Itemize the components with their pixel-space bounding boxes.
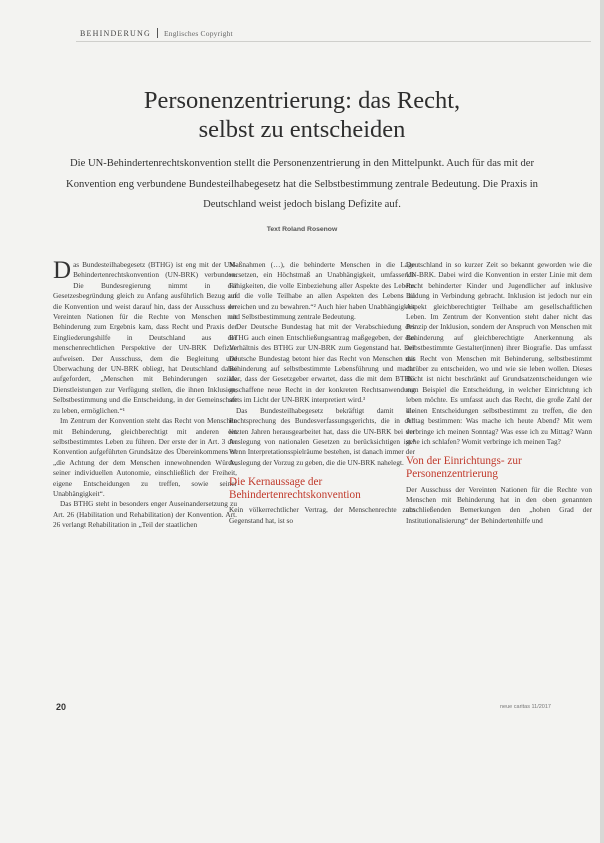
- title-line-1: Personenzentrierung: das Recht,: [143, 87, 461, 114]
- paragraph: Das Bundesteilhabegesetz bekräftigt damit die Rechtsprechung des Bundesverfassungsgerichts, die in den letzten Jahren herausgearbeitet hat, dass die UN-BRK bei der Auslegung von nationalen Gesetzen zu berücksichtigen ist.⁴ Wenn Interpretationsspielräume bestehen, ist danach immer der Auslegung der Vorzug zu geben, die die UN-BRK nahelegt.: [229, 405, 415, 467]
- paragraph: Kein völkerrechtlicher Vertrag, der Menschenrechte zum Gegenstand hat, ist so: [229, 505, 415, 525]
- paragraph: Der Ausschuss der Vereinten Nationen für die Rechte von Menschen mit Behinderung hat in den oben genannten abschließenden Bemerkungen den „hohen Grad der Institutionalisierung“ der Behindertenhilfe und: [406, 484, 592, 525]
- article-title: [60, 86, 544, 144]
- paragraph: Im Zentrum der Konvention steht das Recht von Menschen mit Behinderung, gleichberechtigt mit anderen ein selbstbestimmtes Leben zu führen. Der erste der in Art. 3 der Konvention aufgeführten Grundsätze des Übereinkommens ist „die Achtung der dem Menschen innewohnenden Würde, seiner individuellen Autonomie, einschließlich der Freiheit, eigene Entscheidungen zu treffen, sowie seiner Unabhängigkeit“.: [53, 416, 237, 498]
- page-edge-shadow: [600, 0, 604, 843]
- article-author: Text Roland Rosenow: [266, 226, 338, 233]
- paragraph: Deutschland in so kurzer Zeit so bekannt geworden wie die UN-BRK. Dabei wird die Konvention in erster Linie mit dem Recht behinderter Kinder und Jugendlicher auf inklusive Bildung in Verbindung gebracht. Inklusion ist jedoch nur ein Aspekt gleichberechtigter Teilhabe am gesellschaftlichen Leben. Im Zentrum der Konvention steht daher nicht das Prinzip der Inklusion, sondern der Anspruch von Menschen mit Behinderung auf gleichberechtigte Anerkennung als selbstbestimmte Gestalter(innen) ihrer Biografie. Das umfasst das Recht von Menschen mit Behinderung, selbstbestimmt darüber zu entscheiden, wo und wie sie leben wollen. Dieses Recht ist nicht beschränkt auf Grundsatzentscheidungen wie zum Beispiel die Entscheidung, in welcher Einrichtung ich leben möchte. Es umfasst auch das Recht, die große Zahl der kleinen Entscheidungen selbstbestimmt zu treffen, die den Alltag bestimmen: Was mache ich heute Abend? Mit wem verbringe ich meinen Sonntag? Was esse ich zu Mittag? Wann gehe ich schlafen? Womit verbringe ich meinen Tag?: [406, 260, 592, 446]
- title-line-2: selbst zu entscheiden: [198, 116, 406, 143]
- paragraph: Der Deutsche Bundestag hat mit der Verabschiedung des BTHG auch einen Entschließungsantrag maßgegeben, der das Verhältnis des BTHG zur UN-BRK zum Gegenstand hat. Der Deutsche Bundestag betont hier das Recht von Menschen mit Behinderung auf selbstbestimmte Lebensführung und macht klar, dass der Gesetzgeber erwartet, dass die mit dem BTHG geschaffene neue Recht in der konkreten Rechtsanwendung stets im Licht der UN-BRK interpretiert wird.³: [229, 322, 415, 405]
- paragraph: Das BTHG steht in besonders enger Auseinandersetzung zu Art. 26 (Habilitation und Rehabilitation) der Konvention. Art. 26 verlangt Rehabilitation in „Teil der staatlichen: [53, 499, 237, 530]
- paragraph: Maßnahmen (…), die behinderte Menschen in die Lage versetzen, ein Höchstmaß an Unabhängigkeit, umfassende Fähigkeiten, die volle Einbeziehung aller Aspekte des Lebens und die volle Teilhabe an allen Aspekten des Lebens zu erreichen und zu bewahren.“² Auch hier haben Unabhängigkeit und Selbstbestimmung zentrale Bedeutung.: [229, 260, 415, 322]
- page-header: [80, 26, 233, 40]
- header-divider: [157, 28, 158, 38]
- article-lead: Die UN-Behindertenrechtskonvention stellt die Personenzentrierung in den Mittelpunkt. Auch für das mit der Konvention eng verbundene Bundesteilhabegesetz hat die Selbstbestimmung zentrale Bedeutung. Die Praxis in Deutschland weist jedoch bislang Defizite auf.: [66, 158, 538, 210]
- text-column-3: [406, 260, 592, 680]
- text-column-1: [53, 260, 237, 680]
- header-rule: [76, 41, 591, 42]
- paragraph: [53, 260, 237, 416]
- publication-info: neue caritas 11/2017: [500, 704, 551, 710]
- section-rubric: BEHINDERUNG: [80, 28, 151, 38]
- drop-cap: D: [53, 260, 72, 284]
- subheading: Von der Einrichtungs- zur Personenzentrierung: [406, 455, 522, 480]
- section-subline: Englisches Copyright: [163, 28, 233, 38]
- paragraph-text: as Bundesteilhabegesetz (BTHG) ist eng mit der UN-Behindertenrechtskonvention (UN-BRK) verbunden. Die Bundesregierung nimmt in der Gesetzesbegründung gleich zu Anfang ausführlich Bezug auf die Konvention und weist darauf hin, dass der Ausschuss der Vereinten Nationen für die Rechte von Menschen mit Behinderung zum Ergebnis kam, dass Recht und Praxis der Eingliederungshilfe in Deutschland aus der menschenrechtlichen Perspektive der UN-BRK Defizite aufweisen. Der Ausschuss, dem die Begleitung und Überwachung der UN-BRK obliegt, hat Deutschland dabei aufgefordert, „Menschen mit Behinderungen soziale Dienstleistungen zur Verfügung stellen, die ihnen Inklusion, Selbstbestimmung und die Entscheidung, in der Gemeinschaft zu leben, ermöglichen.“¹: [53, 260, 237, 415]
- page-number: 20: [56, 702, 67, 712]
- text-column-2: [229, 260, 415, 680]
- subheading: Die Kernaussage der Behindertenrechtskonvention: [229, 476, 361, 501]
